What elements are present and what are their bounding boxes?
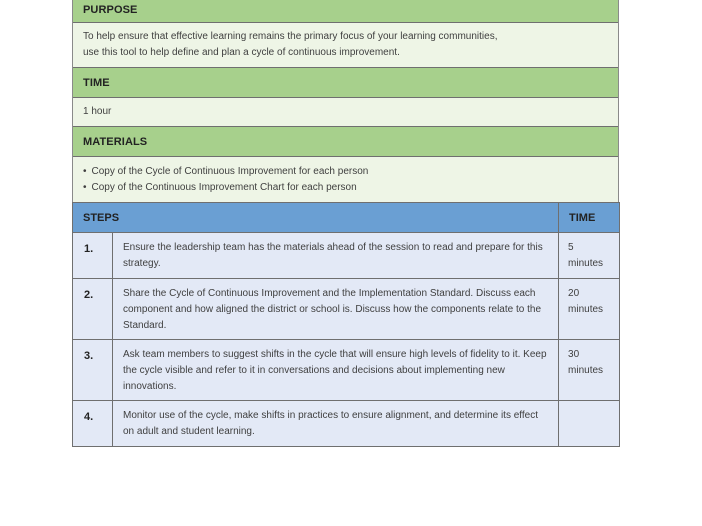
step-description: Ask team members to suggest shifts in the cycle that will ensure high levels of fidelity to it. Keep the cycle visible and refer to it in conversations and decisions about implementing new innovations.	[113, 340, 559, 401]
time-heading: TIME	[73, 68, 618, 98]
step-number: 4.	[73, 401, 113, 447]
facilitation-document	[72, 0, 619, 447]
steps-table-header	[73, 203, 620, 233]
step-description: Monitor use of the cycle, make shifts in practices to ensure alignment, and determine its effect on adult and student learning.	[113, 401, 559, 447]
purpose-body	[73, 23, 618, 68]
purpose-section	[72, 0, 619, 68]
step-description: Share the Cycle of Continuous Improvement and the Implementation Standard. Discuss each component and how aligned the district or school is. Discuss how the components relate to the Standard.	[113, 279, 559, 340]
materials-body	[73, 157, 618, 202]
purpose-line-2: use this tool to help define and plan a cycle of continuous improvement.	[83, 47, 400, 58]
materials-list	[83, 164, 608, 196]
step-time: 20 minutes	[559, 279, 620, 340]
time-value: 1 hour	[73, 98, 618, 127]
time-section	[72, 68, 619, 127]
materials-item: • Copy of the Continuous Improvement Chart for each person	[83, 180, 608, 196]
step-number: 3.	[73, 340, 113, 401]
step-number: 2.	[73, 279, 113, 340]
table-row	[73, 279, 620, 340]
materials-item: • Copy of the Cycle of Continuous Improvement for each person	[83, 164, 608, 180]
step-number: 1.	[73, 233, 113, 279]
purpose-line-1: To help ensure that effective learning remains the primary focus of your learning communities,	[83, 31, 498, 42]
step-description: Ensure the leadership team has the materials ahead of the session to read and prepare for this strategy.	[113, 233, 559, 279]
table-row	[73, 233, 620, 279]
step-time: 5 minutes	[559, 233, 620, 279]
table-row	[73, 340, 620, 401]
materials-section	[72, 127, 619, 202]
steps-table	[72, 202, 620, 447]
purpose-heading: PURPOSE	[73, 0, 618, 23]
time-column-header: TIME	[559, 203, 620, 233]
step-time	[559, 401, 620, 447]
step-time: 30 minutes	[559, 340, 620, 401]
steps-column-header: STEPS	[73, 203, 559, 233]
materials-heading: MATERIALS	[73, 127, 618, 157]
table-row	[73, 401, 620, 447]
